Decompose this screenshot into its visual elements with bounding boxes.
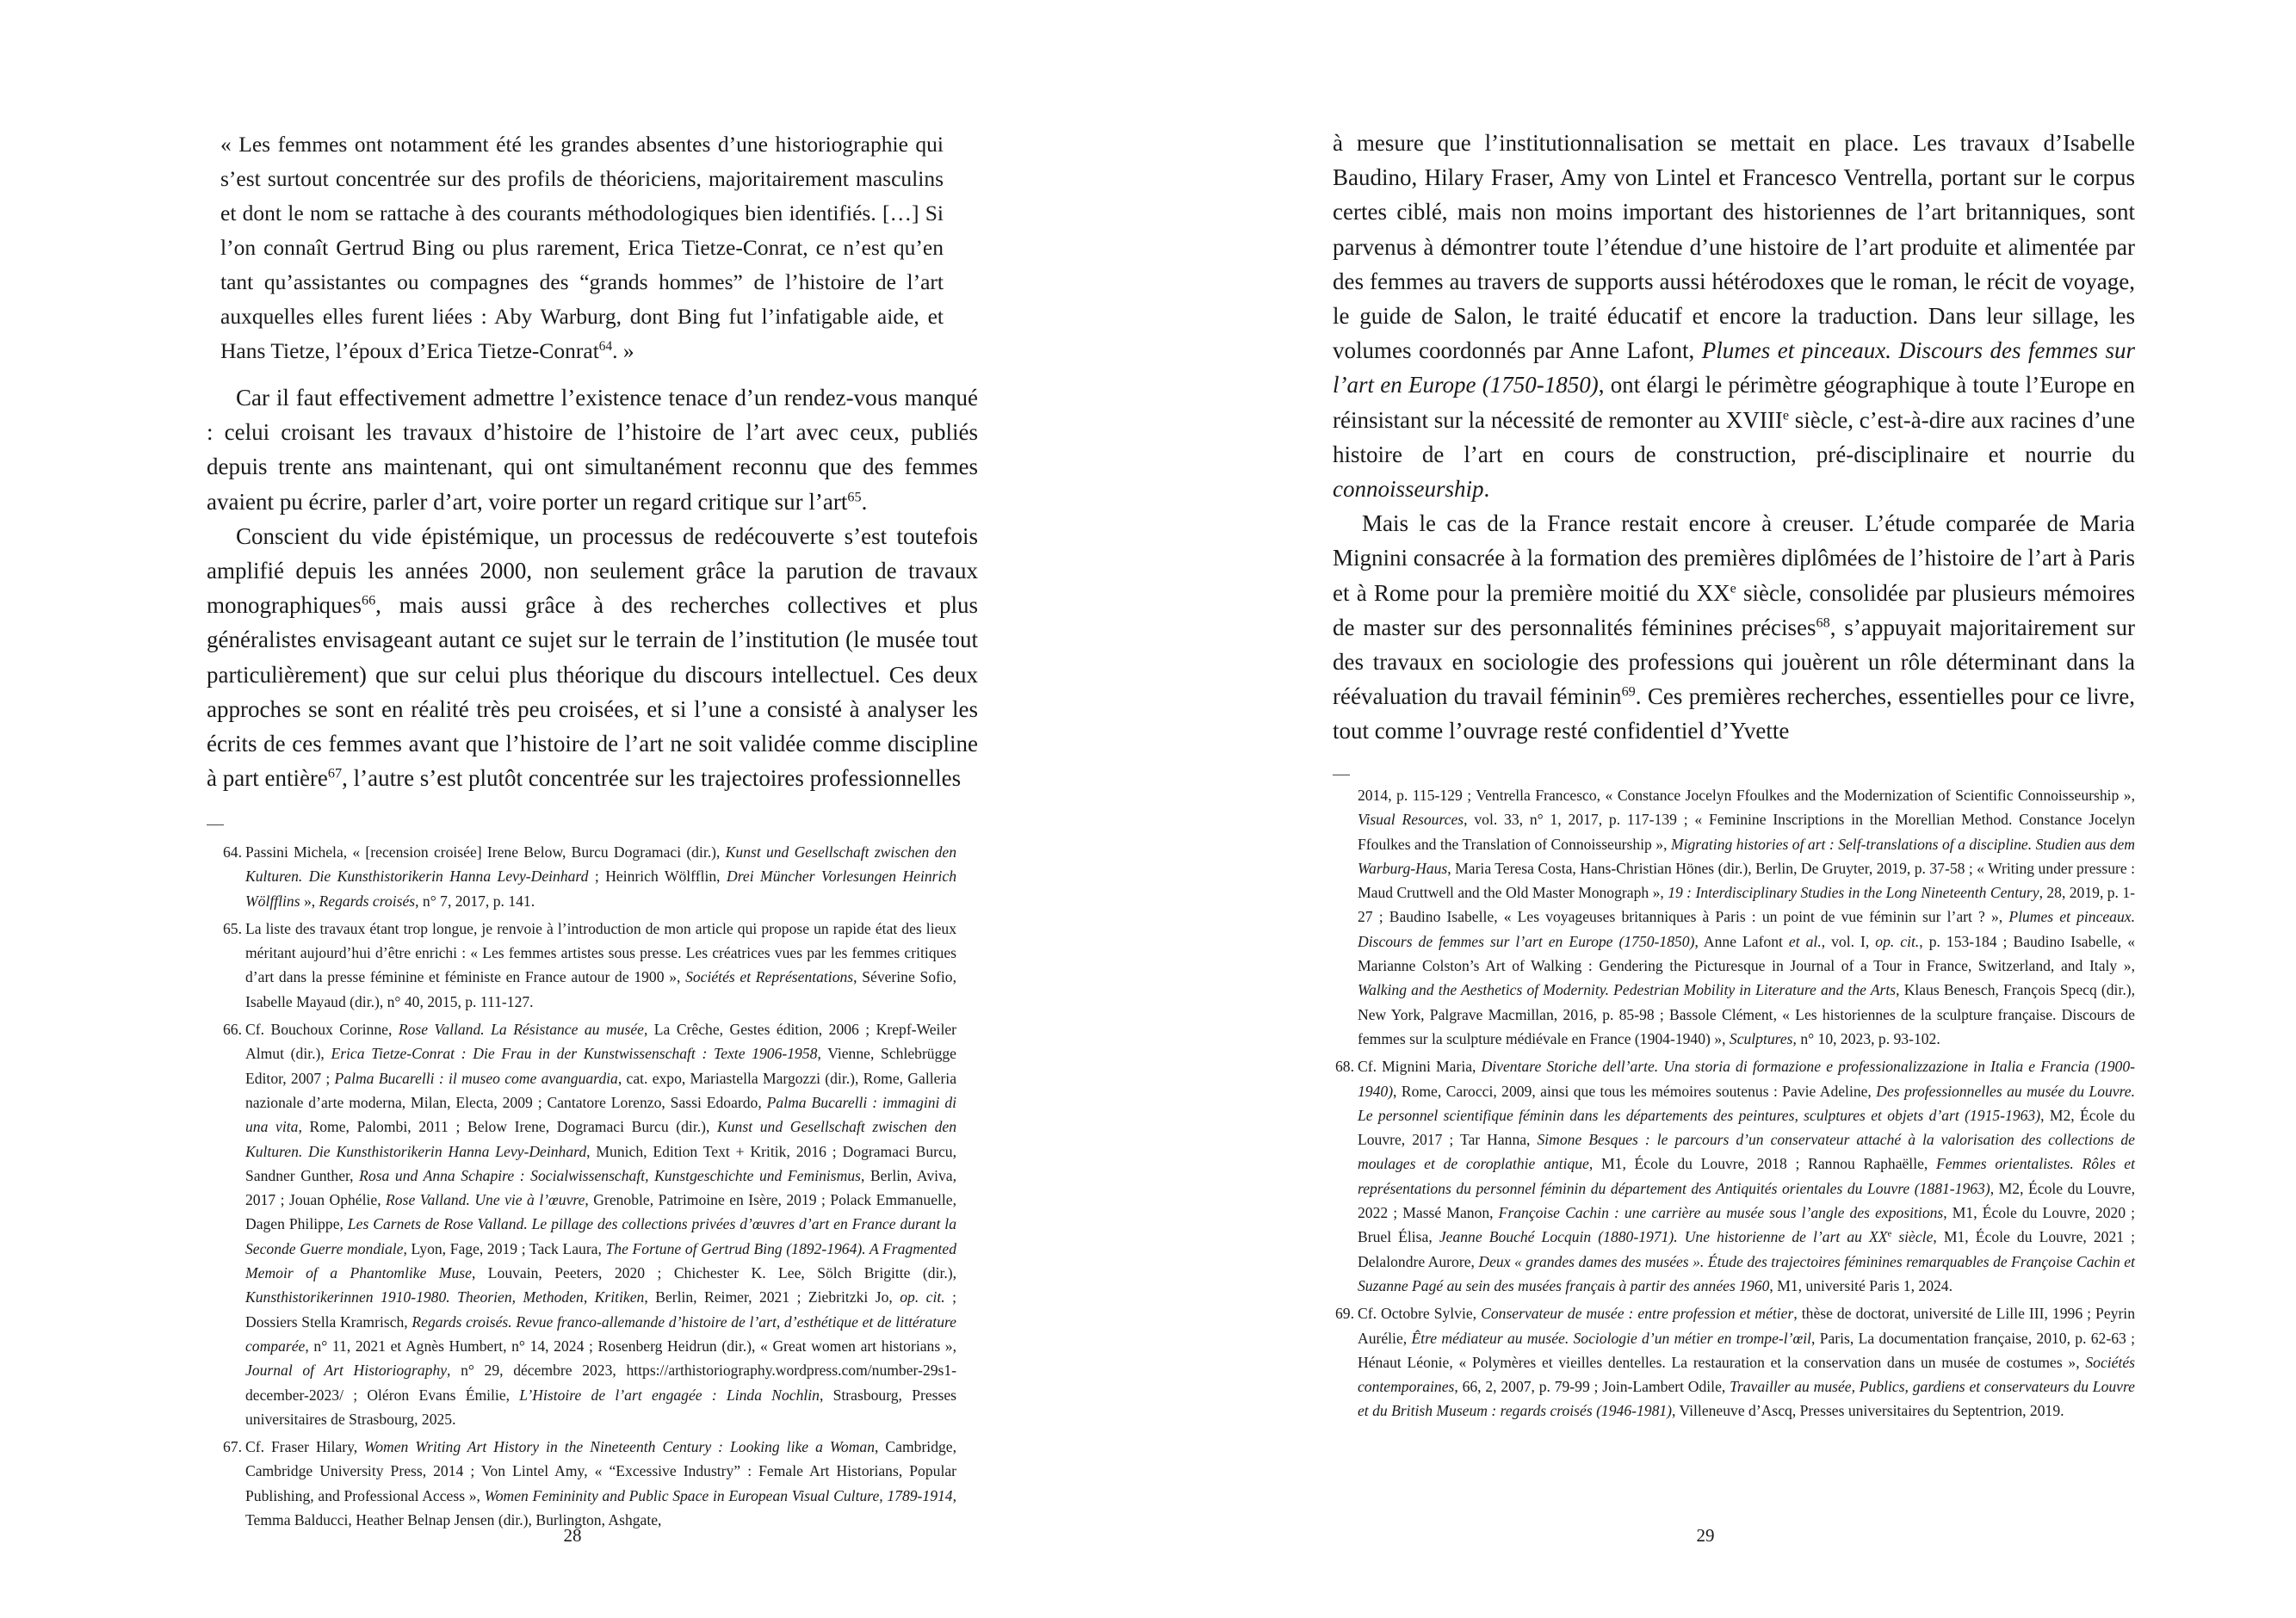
footnote <box>223 1017 957 1431</box>
footnote-number: 64. <box>223 843 242 861</box>
text-run: , M1, École du Louvre, 2020 ; Bruel Élisa, <box>1358 1204 2135 1246</box>
italic-title: Women Writing Art History in the Nineteenth Century : Looking like a Woman <box>364 1438 876 1456</box>
text-run: , La Crêche, Gestes édition, 2006 ; Krepf-Weiler Almut (dir.), <box>245 1021 957 1063</box>
italic-title: Journal of Art Historiography <box>245 1362 448 1380</box>
italic-title: Plumes et pinceaux. Discours des femmes sur l’art en Europe (1750-1850) <box>1333 337 2135 398</box>
footnote-number: 67. <box>223 1438 242 1456</box>
text-run: . Ces premières recherches, essentielles pour ce livre, tout comme l’ouvrage resté confidentiel d’Yvette <box>1333 683 2135 744</box>
italic-title: Migrating histories of art : Self-translations of a discipline. Studien aus dem Warburg-Haus <box>1358 835 2135 877</box>
text-run: . <box>861 488 868 515</box>
text-run: . <box>1483 476 1490 503</box>
italic-title: Kunsthistorikerinnen 1910-1980. Theorien, Methoden, Kritiken <box>245 1288 645 1306</box>
text-run: Passini Michela, « [recension croisée] Irene Below, Burcu Dogramaci (dir.), <box>245 843 726 861</box>
text-run: Cf. Mignini Maria, <box>1358 1058 1482 1076</box>
text-run: Cf. Bouchoux Corinne, <box>245 1021 399 1039</box>
text-run: La liste des travaux étant trop longue, je renvoie à l’introduction de mon article qui propose un rapide état des lieux méritant aujourd’hui d’être enrichi : « Les femmes artistes sous presse. Les créatrices vues par les femmes critiques d’art dans la presse féminine et féministe en France autour de 1900 », <box>245 919 956 986</box>
italic-title: et al. <box>1788 932 1822 950</box>
italic-title: Kunst und Gesellschaft zwischen den Kulturen. Die Kunsthistorikerin Hanna Levy-Deinhard <box>245 843 956 886</box>
text-run: , Lyon, Fage, 2019 ; Tack Laura, <box>403 1239 606 1257</box>
footnote-number: 66. <box>223 1021 242 1039</box>
superscript: e <box>1887 1230 1892 1240</box>
text-run: , Vienne, Schlebrügge Editor, 2007 ; <box>245 1045 956 1087</box>
text-run: , s’appuyait majoritairement sur des travaux en sociologie des professions qui jouèrent un rôle déterminant dans la réévaluation du travail féminin <box>1333 614 2135 710</box>
footnote-reference: 67 <box>327 765 343 781</box>
text-run: , mais aussi grâce à des recherches collectives et plus généralistes envisageant autant ce sujet sur le terrain de l’institution (le musée tout particulièrement) que sur celui plus théorique du discours intellectuel. Ces deux approches se sont en réalité très peu croisées, et si l’une a consisté à analyser les écrits de ces femmes avant que l’histoire de l’art ne soit validée comme discipline à part entière <box>207 592 978 792</box>
text-run: , n° 10, 2023, p. 93-102. <box>1792 1029 1940 1047</box>
footnote-divider <box>207 824 224 825</box>
footnote-number: 69. <box>1335 1305 1354 1323</box>
footnote-reference: 64 <box>598 338 613 354</box>
text-run: , Anne Lafont <box>1694 932 1789 950</box>
text-run: Cf. Fraser Hilary, <box>245 1438 365 1456</box>
text-run: , thèse de doctorat, université de Lille III, 1996 ; Peyrin Aurélie, <box>1358 1305 2135 1347</box>
text-run: , n° 29, décembre 2023, https://arthistoriography.wordpress.com/number-29s1-december-2023/ ; Oléron Evans Émilie, <box>245 1362 956 1404</box>
italic-title: Erica Tietze-Conrat : Die Frau in der Kunstwissenschaft : Texte 1906-1958 <box>331 1045 818 1063</box>
text-run: , M1, École du Louvre, 2018 ; Rannou Raphaëlle, <box>1588 1155 1937 1173</box>
italic-title: Regards croisés. Revue franco-allemande d’histoire de l’art, d’esthétique et de littérature comparée <box>245 1312 956 1355</box>
text-run: , p. 153-184 ; Baudino Isabelle, « Marianne Colston’s Art of Walking : Gendering the Picturesque in Journal of a Tour in France, Switzerland, and Italy », <box>1358 932 2135 975</box>
italic-title: connoisseurship <box>1333 476 1484 503</box>
text-run: siècle, consolidée par plusieurs mémoires de master sur des personnalités féminines précises <box>1333 579 2135 640</box>
text-run: , Cambridge, Cambridge University Press, 2014 ; Von Lintel Amy, « “Excessive Industry” : Female Art Historians, Popular Publishing, and Professional Access », <box>245 1438 956 1504</box>
text-run: siècle, c’est-à-dire aux racines d’une histoire de l’art en cours de construction, pré-disciplinaire et nourrie du <box>1333 406 2135 467</box>
footnotes <box>1335 783 2136 1427</box>
text-run: . » <box>612 338 634 363</box>
italic-title: Femmes orientalistes. Rôles et représentations du personnel féminin du département des Antiquités orientales du Louvre (1881-1963) <box>1358 1155 2135 1197</box>
italic-title: Sculptures <box>1729 1029 1793 1047</box>
text-run: , Klaus Benesch, François Specq (dir.), New York, Palgrave Macmillan, 2016, p. 85-98 ; Bassole Clément, « Les historiennes de la sculpture française. Discours de femmes sur la sculpture médiévale en France (1904-1940) », <box>1358 981 2135 1047</box>
text-run: , n° 11, 2021 et Agnès Humbert, n° 14, 2024 ; Rosenberg Heidrun (dir.), « Great women art historians », <box>305 1337 956 1355</box>
text-run: à mesure que l’institutionnalisation se mettait en place. Les travaux d’Isabelle Baudino, Hilary Fraser, Amy von Lintel et Francesco Ventrella, portant sur le corpus certes ciblé, mais non moins important des historiennes de l’art britanniques, sont parvenus à démontrer toute l’étendue d’une histoire de l’art produite et alimentée par des femmes au travers de supports aussi hétérodoxes que le roman, le récit de voyage, le guide de Salon, le traité éducatif et encore la traduction. Dans leur sillage, les volumes coordonnés par Anne Lafont, <box>1333 130 2135 364</box>
italic-title: Sociétés contemporaines <box>1358 1353 2135 1396</box>
italic-title: Visual Resources <box>1358 811 1464 829</box>
footnote <box>223 917 956 1014</box>
text-run: Car il faut effectivement admettre l’existence tenace d’un rendez-vous manqué : celui croisant les travaux d’histoire de l’histoire de l’art avec ceux, publiés depuis trente ans maintenant, qui ont simultanément reconnu que des femmes avaient pu écrire, parler d’art, voire porter un regard critique sur l’art <box>207 385 978 515</box>
footnote-number: 68. <box>1335 1058 1354 1076</box>
italic-title: Les Carnets de Rose Valland. Le pillage des collections privées d’œuvres d’art en France durant la Seconde Guerre mondiale <box>245 1215 956 1257</box>
italic-title: The Fortune of Gertrud Bing (1892-1964). A Fragmented Memoir of a Phantomlike Muse <box>245 1239 956 1282</box>
superscript: e <box>1730 579 1736 596</box>
italic-title: Deux « grandes dames des musées ». Étude des trajectoires féminines remarquables de Françoise Cachin et Suzanne Pagé au sein des musées français à partir des années 1960 <box>1358 1252 2135 1294</box>
text-run: , Berlin, Aviva, 2017 ; Jouan Ophélie, <box>245 1166 957 1209</box>
italic-title: Être médiateur au musée. Sociologie d’un métier en trompe-l’œil <box>1411 1329 1812 1347</box>
left-body-text <box>207 380 978 795</box>
footnote <box>1335 1301 2135 1423</box>
text-run: , M1, École du Louvre, 2021 ; Delalondre Aurore, <box>1358 1228 2136 1270</box>
italic-title: Rose Valland. La Résistance au musée <box>398 1021 644 1039</box>
text-run: , ont élargi le périmètre géographique à toute l’Europe en réinsistant sur la nécessité de remonter au XVIII <box>1333 372 2135 433</box>
text-run: , n° 7, 2017, p. 141. <box>415 892 535 910</box>
right-page <box>1148 0 2296 1618</box>
italic-title: Drei Müncher Vorlesungen Heinrich Wölfflins <box>245 868 956 910</box>
italic-title: Rosa und Anna Schapire : Socialwissenschaft, Kunstgeschichte und Feminismus <box>359 1166 861 1184</box>
text-run: , vol. 33, n° 1, 2017, p. 117-139 ; « Feminine Inscriptions in the Morellian Method. Constance Jocelyn Ffoulkes and the Translation of Connoisseurship », <box>1358 811 2135 853</box>
italic-title: Women Femininity and Public Space in European Visual Culture, 1789-1914 <box>484 1486 953 1504</box>
footnote-number: 65. <box>223 919 242 937</box>
italic-title: Plumes et pinceaux. Discours de femmes sur l’art en Europe (1750-1850) <box>1358 908 2135 950</box>
italic-title: Conservateur de musée : entre profession et métier <box>1481 1305 1794 1323</box>
italic-title: Palma Bucarelli : il museo come avanguardia <box>334 1069 618 1087</box>
paragraph <box>207 380 978 519</box>
text-run: , Louvain, Peeters, 2020 ; Chichester K. Lee, Sölch Brigitte (dir.), <box>471 1264 956 1282</box>
footnote-reference: 66 <box>361 592 376 608</box>
italic-title: Simone Besques : le parcours d’un conservateur attaché à la valorisation des collections de moulages et de coroplathie antique <box>1358 1131 2135 1173</box>
italic-title: 19 : Interdisciplinary Studies in the Long Nineteenth Century <box>1668 884 2039 902</box>
italic-title: Regards croisés <box>319 892 416 910</box>
text-run: , Villeneuve d’Ascq, Presses universitaires du Septentrion, 2019. <box>1672 1402 2064 1420</box>
italic-title: Françoise Cachin : une carrière au musée sous l’angle des expositions <box>1498 1204 1944 1222</box>
right-body-text <box>1333 126 2135 749</box>
paragraph <box>1333 126 2135 506</box>
superscript: e <box>1782 406 1790 423</box>
text-run: , Berlin, Reimer, 2021 ; Ziebritzki Jo, <box>644 1288 900 1306</box>
text-run: , M1, université Paris 1, 2024. <box>1769 1276 1953 1294</box>
footnote-reference: 69 <box>1621 683 1636 700</box>
text-run: , Strasbourg, Presses universitaires de Strasbourg, 2025. <box>245 1386 957 1428</box>
text-run: , l’autre s’est plutôt concentrée sur les trajectoires professionnelles <box>342 765 962 792</box>
text-run: , Maria Teresa Costa, Hans-Christian Hönes (dir.), Berlin, De Gruyter, 2019, p. 37-58 ; « Writing under pressure : Maud Cruttwell and the Old Master Monograph », <box>1358 859 2135 902</box>
italic-title: Sociétés et Représentations <box>685 968 854 986</box>
italic-title: L’Histoire de l’art engagée : Linda Nochlin <box>519 1386 820 1404</box>
italic-title: Kunst und Gesellschaft zwischen den Kulturen. Die Kunsthistorikerin Hanna Levy-Deinhard <box>245 1118 957 1160</box>
italic-title: Rose Valland. Une vie à l’œuvre <box>386 1191 585 1209</box>
footnote <box>223 1435 957 1532</box>
italic-title: op. cit. <box>900 1288 945 1306</box>
footnote <box>1335 1054 2136 1298</box>
footnote-reference: 65 <box>847 488 862 504</box>
text-run: ; Dossiers Stella Kramrisch, <box>245 1288 957 1331</box>
text-run: , cat. expo, Mariastella Margozzi (dir.), Rome, Galleria nazionale d’arte moderna, Milan, Electa, 2009 ; Cantatore Lorenzo, Sassi Edoardo, <box>245 1069 956 1111</box>
italic-title: siècle <box>1891 1228 1934 1246</box>
text-run: Mais le cas de la France restait encore à creuser. L’étude comparée de Maria Mignini consacrée à la formation des premières diplômées de l’histoire de l’art à Paris et à Rome pour la première moitié du XX <box>1333 510 2135 606</box>
italic-title: Diventare Storiche dell’arte. Una storia di formazione e professionalizzazione in Italia e Francia (1900-1940) <box>1358 1058 2136 1100</box>
text-run: Conscient du vide épistémique, un processus de redécouverte s’est toutefois amplifié depuis les années 2000, non seulement grâce la parution de travaux monographiques <box>207 522 978 619</box>
italic-title: Walking and the Aesthetics of Modernity. Pedestrian Mobility in Literature and the Arts <box>1358 981 1897 999</box>
block-quote <box>220 127 944 368</box>
text-run: « Les femmes ont notamment été les grandes absentes d’une historiographie qui s’est surtout concentrée sur des profils de théoriciens, majoritairement masculins et dont le nom se rattache à des courants méthodologiques bien identifiés. […] Si l’on connaît Gertrud Bing ou plus rarement, Erica Tietze-Conrat, ce n’est qu’en tant qu’assistantes ou compagnes des “grands hommes” de l’histoire de l’art auxquelles elles furent liées : Aby Warburg, dont Bing fut l’infatigable aide, et Hans Tietze, l’époux d’Erica Tietze-Conrat <box>220 132 944 363</box>
quote-text <box>220 127 944 368</box>
text-run: , Séverine Sofio, Isabelle Mayaud (dir.), n° 40, 2015, p. 111-127. <box>245 968 956 1010</box>
footnote-reference: 68 <box>1816 614 1830 631</box>
text-run: , Rome, Palombi, 2011 ; Below Irene, Dogramaci Burcu (dir.), <box>298 1118 718 1136</box>
paragraph <box>207 519 978 796</box>
text-run: , Munich, Edition Text + Kritik, 2016 ; Dogramaci Burcu, Sandner Gunther, <box>245 1142 956 1184</box>
text-run: , Temma Balducci, Heather Belnap Jensen (dir.), Burlington, Ashgate, <box>245 1486 957 1529</box>
text-run: , vol. I, <box>1821 932 1876 950</box>
text-run: ; Heinrich Wölfflin, <box>588 868 727 886</box>
footnote <box>1358 783 2135 1051</box>
paragraph <box>1333 506 2135 748</box>
text-run: », <box>300 892 319 910</box>
italic-title: Travailler au musée, Publics, gardiens et conservateurs du Louvre et du British Museum : regards croisés (1946-1981) <box>1358 1378 2135 1420</box>
text-run: Cf. Octobre Sylvie, <box>1358 1305 1482 1323</box>
page-number: 29 <box>1696 1525 1715 1546</box>
italic-title: Des professionnelles au musée du Louvre. Le personnel scientifique féminin dans les départements des peintures, sculptures et objets d’art (1915-1963) <box>1358 1082 2136 1124</box>
text-run: , 66, 2, 2007, p. 79-99 ; Join-Lambert Odile, <box>1454 1378 1730 1396</box>
italic-title: Jeanne Bouché Locquin (1880-1971). Une historienne de l’art au XX <box>1439 1228 1888 1246</box>
page-number: 28 <box>563 1525 582 1546</box>
text-run: , Rome, Carocci, 2009, ainsi que tous les mémoires soutenus : Pavie Adeline, <box>1393 1082 1877 1100</box>
text-run: , M2, École du Louvre, 2022 ; Massé Manon, <box>1358 1179 2135 1222</box>
footnote <box>223 840 956 913</box>
footnotes <box>223 840 957 1535</box>
text-run: , M2, École du Louvre, 2017 ; Tar Hanna, <box>1358 1106 2136 1149</box>
text-run: , Grenoble, Patrimoine en Isère, 2019 ; Polack Emmanuelle, Dagen Philippe, <box>245 1191 956 1233</box>
italic-title: Palma Bucarelli : immagini di una vita <box>245 1093 956 1136</box>
text-run: 2014, p. 115-129 ; Ventrella Francesco, « Constance Jocelyn Ffoulkes and the Modernization of Scientific Connoisseurship », <box>1358 787 2135 804</box>
italic-title: op. cit. <box>1875 932 1920 950</box>
text-run: , 28, 2019, p. 1-27 ; Baudino Isabelle, « Les voyageuses britanniques à Paris : un point de vue féminin sur l’art ? », <box>1358 884 2136 926</box>
text-run: , Paris, La documentation française, 2010, p. 62-63 ; Hénaut Léonie, « Polymères et vieilles dentelles. La restauration et la conservation dans un musée de costumes », <box>1358 1329 2135 1371</box>
